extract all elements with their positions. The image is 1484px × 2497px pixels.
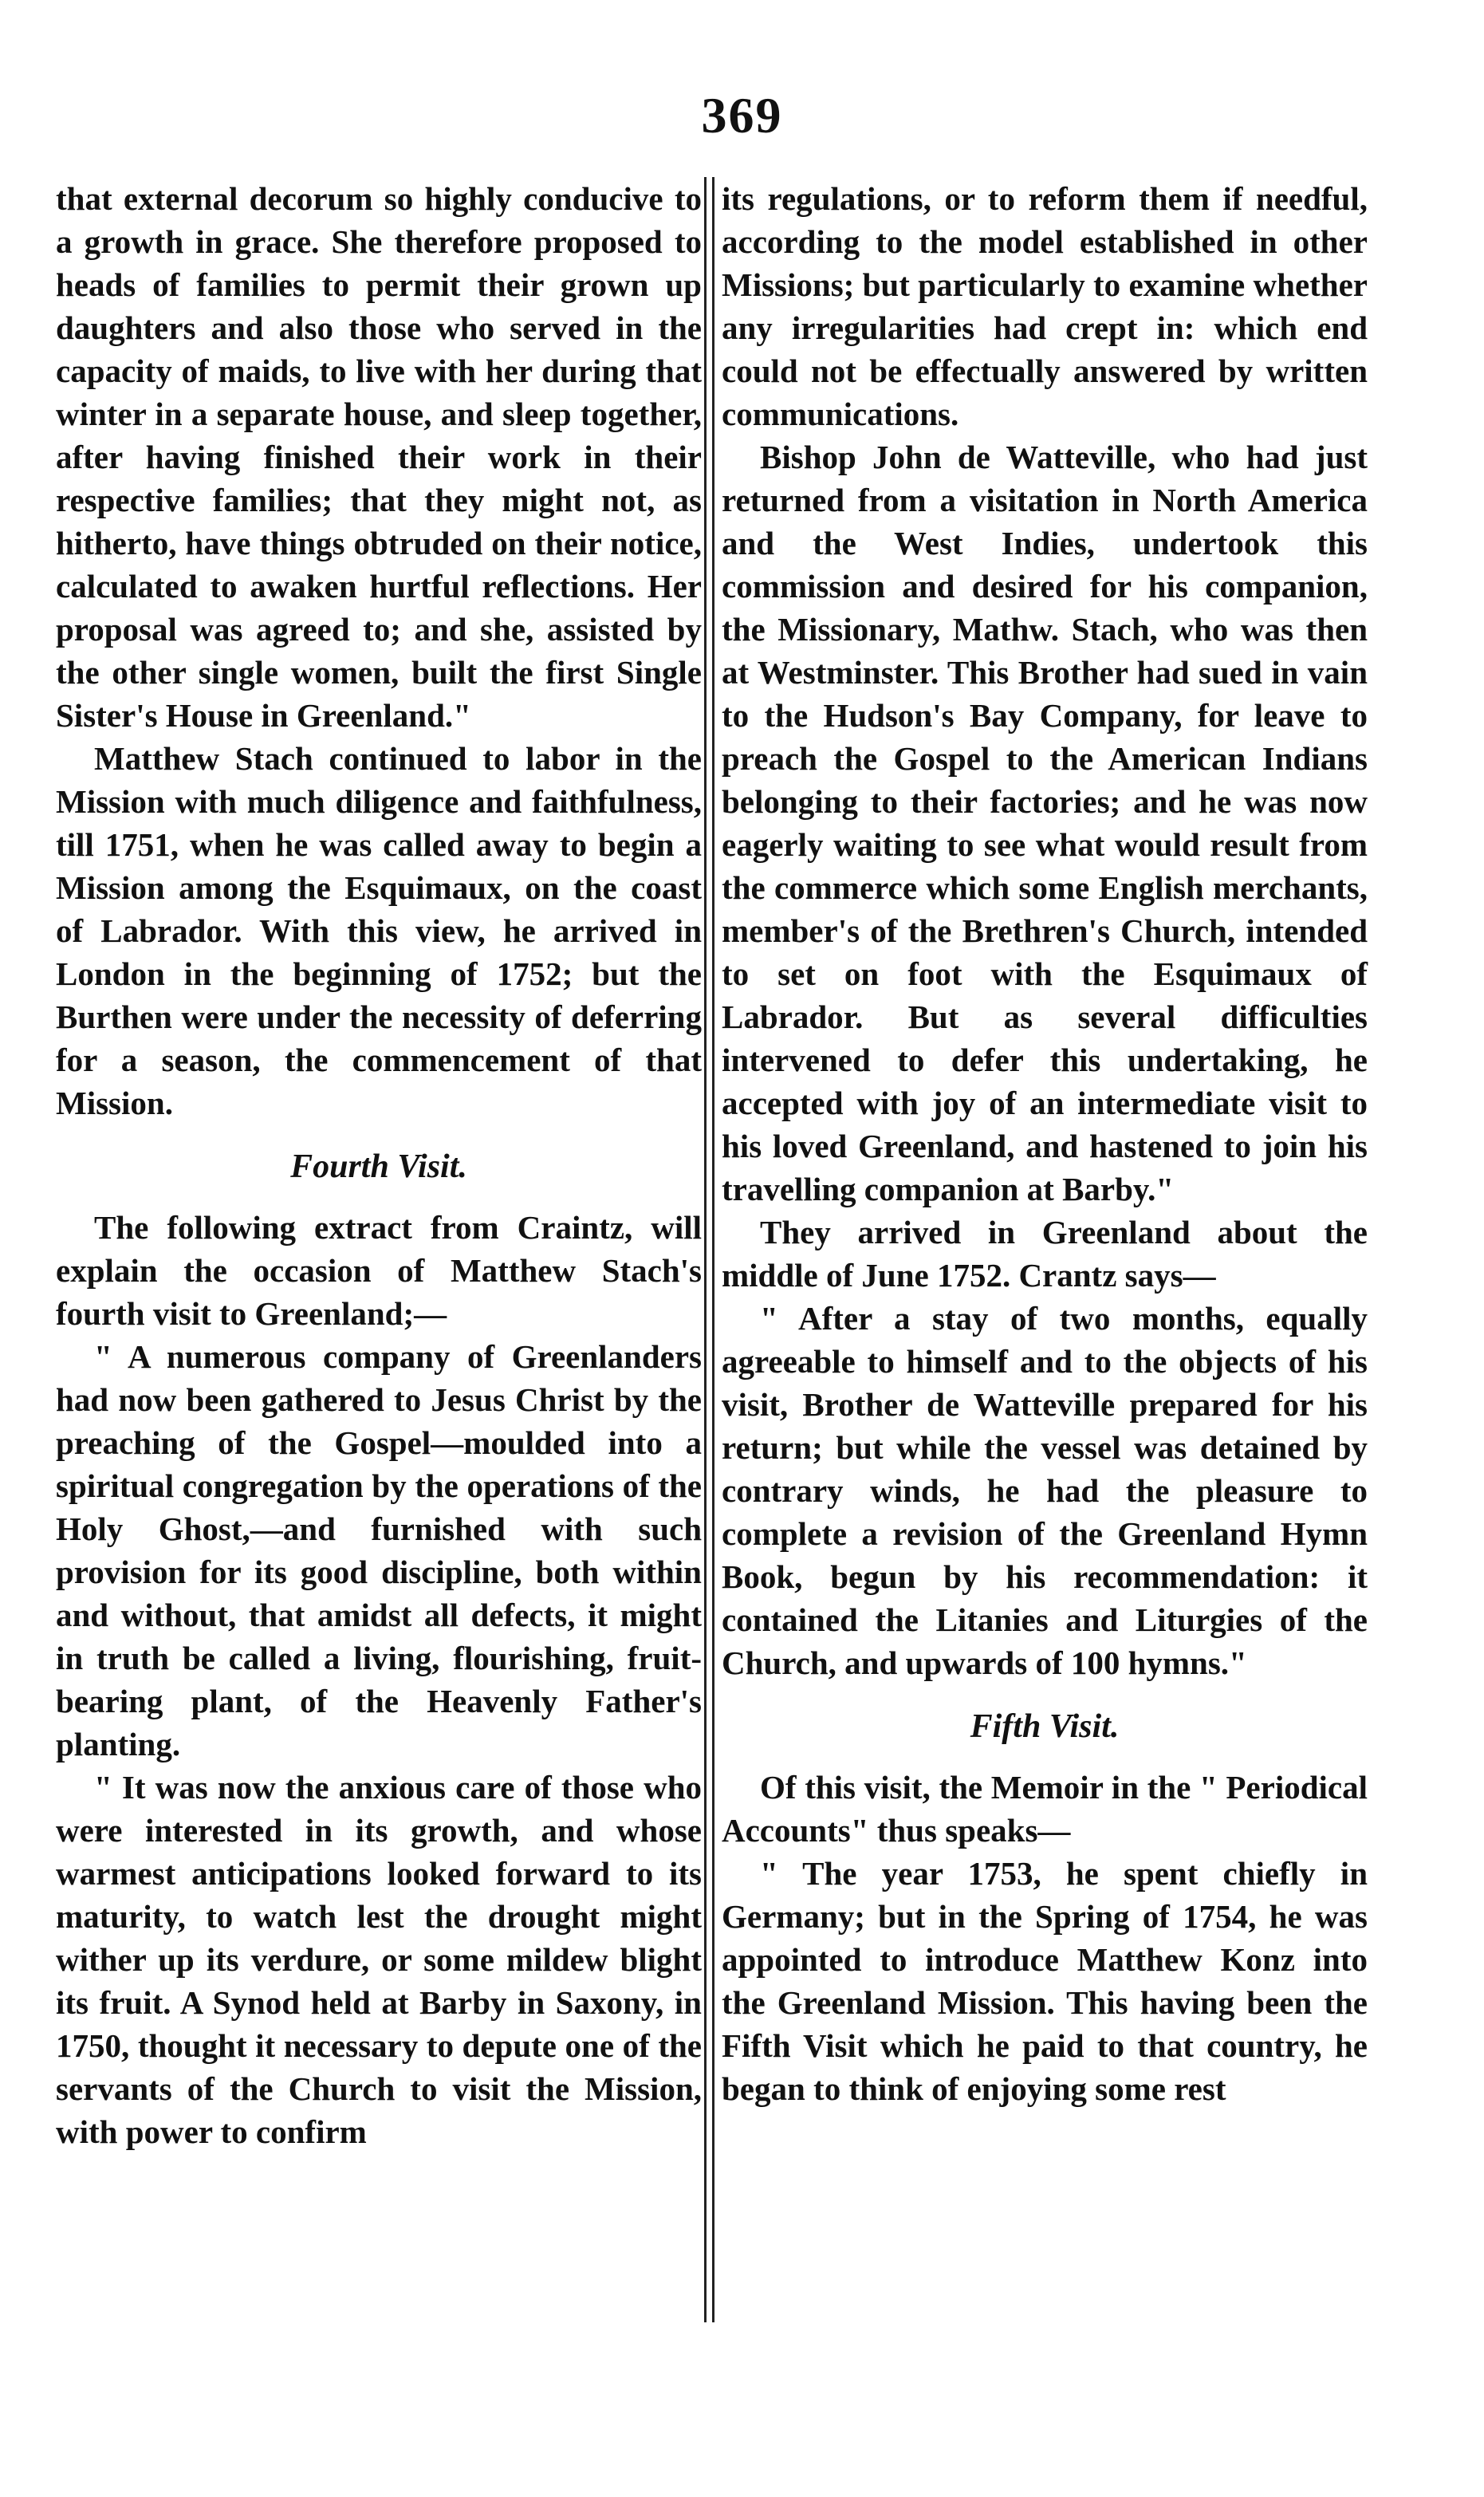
paragraph: " It was now the anxious care of those who were interested in its growth, and whose warmest anticipations looked forward to its maturity, to watch lest the drought might wither up its verdure, or some mildew blight its fruit. A Synod held at Barby in Saxony, in 1750, thought it necessary to depute one of the servants of the Church to visit the Mission, with power to confirm bbox=[56, 1769, 702, 2150]
paragraph: that external decorum so highly conducive to a growth in grace. She therefore proposed to heads of families to permit their grown up daughters and also those who served in the capacity of maids, to live with her during that winter in a separate house, and sleep together, after having finished their work in their respective families; that they might not, as hitherto, have things obtruded on their notice, calculated to awaken hurtful reflections. Her proposal was agreed to; and she, assisted by the other single women, built the first Single Sister's House in Greenland." bbox=[56, 180, 702, 734]
paragraph: " After a stay of two months, equally agreeable to himself and to the objects of his visit, Brother de Watteville prepared for his return; but while the vessel was detained by contrary winds, he had the pleasure to complete a revision of the Greenland Hymn Book, begun by his recommendation: it contained the Litanies and Liturgies of the Church, and upwards of 100 hymns." bbox=[722, 1300, 1368, 1681]
paragraph: " A numerous company of Greenlanders had now been gathered to Jesus Christ by the preaching of the Gospel—moulded into a spiritual congregation by the operations of the Holy Ghost,—and furnished with such provision for its good discipline, both within and without, that amidst all defects, it might in truth be called a living, flourishing, fruit-bearing plant, of the Heavenly Father's planting. bbox=[56, 1338, 702, 1762]
paragraph: " The year 1753, he spent chiefly in Germany; but in the Spring of 1754, he was appointed to introduce Matthew Konz into the Greenland Mission. This having been the Fifth Visit which he paid to that country, he began to think of enjoying some rest bbox=[722, 1855, 1368, 2107]
column-divider-line bbox=[704, 177, 707, 2322]
right-column bbox=[722, 177, 1368, 2110]
paragraph: Matthew Stach continued to labor in the Mission with much diligence and faithfulness, till 1751, when he was called away to begin a Mission among the Esquimaux, on the coast of Labrador. With this view, he arrived in London in the beginning of 1752; but the Burthen were under the necessity of deferring for a season, the commencement of that Mission. bbox=[56, 740, 702, 1121]
paragraph: They arrived in Greenland about the middle of June 1752. Crantz says— bbox=[722, 1214, 1368, 1294]
section-heading: Fifth Visit. bbox=[970, 1708, 1120, 1745]
paragraph: The following extract from Craintz, will explain the occasion of Matthew Stach's fourth visit to Greenland;— bbox=[56, 1209, 702, 1332]
column-divider-line bbox=[712, 177, 714, 2322]
paragraph: its regulations, or to reform them if needful, according to the model established in other Missions; but particularly to examine whether any irregularities had crept in: which end could not be effectually answered by written communications. bbox=[722, 180, 1368, 432]
page-number: 369 bbox=[701, 87, 783, 144]
left-column bbox=[56, 177, 702, 2153]
paragraph: Bishop John de Watteville, who had just returned from a visitation in North America and the West Indies, undertook this commission and desired for his companion, the Missionary, Mathw. Stach, who was then at Westminster. This Brother had sued in vain to the Hudson's Bay Company, for leave to preach the Gospel to the American Indians belonging to their factories; and he was now eagerly waiting to see what would result from the commerce which some English merchants, member's of the Brethren's Church, intended to set on foot with the Esquimaux of Labrador. But as several difficulties intervened to defer this undertaking, he accepted with joy of an intermediate visit to his loved Greenland, and hastened to join his travelling companion at Barby." bbox=[722, 439, 1368, 1207]
section-heading: Fourth Visit. bbox=[290, 1148, 467, 1185]
paragraph: Of this visit, the Memoir in the " Periodical Accounts" thus speaks— bbox=[722, 1769, 1368, 1849]
